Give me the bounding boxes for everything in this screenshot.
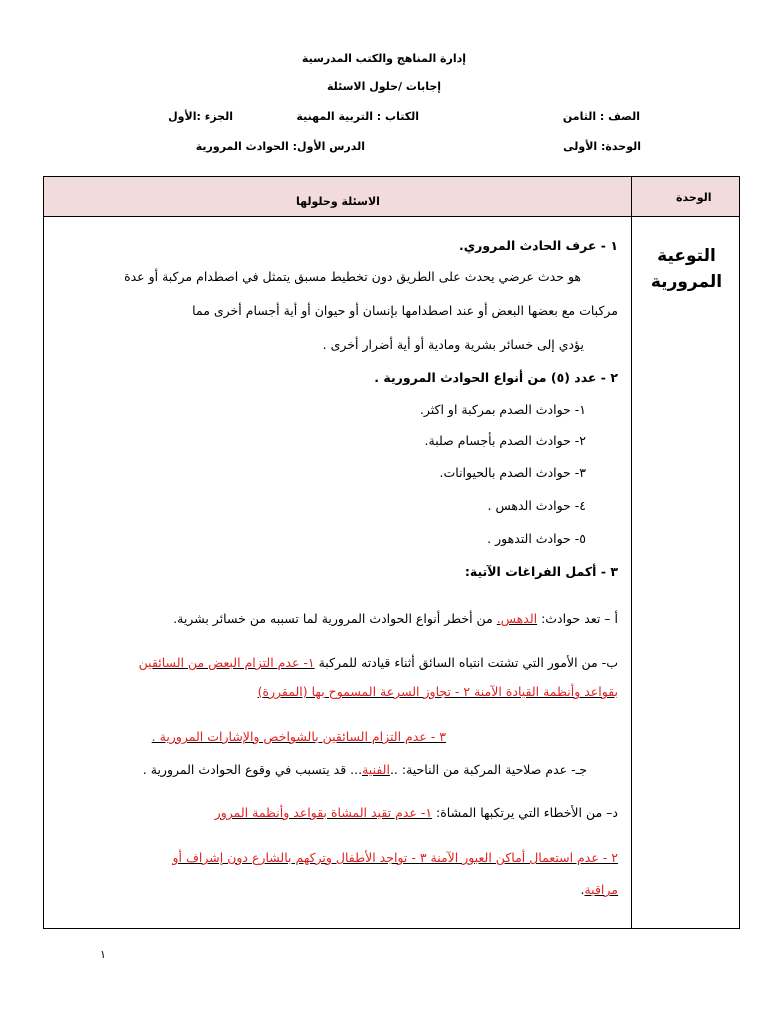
unit-name-line1: التوعية bbox=[657, 246, 716, 266]
q3-j-suffix: ... قد يتسبب في وقوع الحوادث المرورية . bbox=[142, 762, 363, 777]
questions-table bbox=[43, 176, 740, 929]
q1-answer-line2: مركبات مع بعضها البعض أو عند اصطدامها بإنسان أو حيوان أو أية أجسام أخرى مما bbox=[192, 303, 618, 318]
q3-a-answer: الدهس. bbox=[496, 611, 538, 626]
q3-j-line bbox=[143, 762, 587, 777]
question-3: ٣ - أكمل الفراغات الآتية: bbox=[464, 564, 618, 579]
q1-answer-line1: هو حدث عرضي يحدث على الطريق دون تخطيط مسبق يتمثل في اصطدام مركبة أو عدة bbox=[124, 269, 581, 284]
q2-item-3: ٣- حوادث الصدم بالحيوانات. bbox=[439, 465, 586, 480]
q3-b-line1 bbox=[139, 655, 618, 670]
book-label: الكتاب : التربية المهنية bbox=[296, 110, 419, 123]
q3-a-prefix: أ – تعد حوادث: bbox=[537, 611, 618, 626]
column-divider bbox=[631, 177, 632, 928]
q3-d-prefix: د– من الأخطاء التي يرتكبها المشاة: bbox=[432, 805, 618, 820]
q3-j-answer: الفنية bbox=[362, 762, 390, 777]
q3-d-answer-line3 bbox=[581, 882, 619, 897]
q3-d-answer-3-end: . bbox=[580, 882, 585, 897]
q2-item-4: ٤- حوادث الدهس . bbox=[487, 498, 586, 513]
unit-column-header: الوحدة bbox=[676, 191, 712, 204]
page-number: ١ bbox=[100, 948, 106, 961]
question-1: ١ - عرف الحادث المروري. bbox=[458, 238, 618, 253]
q3-b-answer-line2: بقواعد وأنظمة القيادة الآمنة ٢ - تجاوز السرعة المسموح بها (المقررة) bbox=[257, 684, 618, 699]
unit-label: الوحدة: الأولى bbox=[563, 140, 641, 153]
answers-subtitle: إجابات /حلول الاسئلة bbox=[326, 80, 442, 93]
questions-column-header: الاسئلة وحلولها bbox=[296, 195, 380, 208]
unit-name-line2: المرورية bbox=[650, 272, 723, 292]
q3-a-line bbox=[173, 611, 618, 626]
q3-j-prefix: جـ- عدم صلاحية المركبة من الناحية: .. bbox=[389, 762, 587, 777]
grade-label: الصف : الثامن bbox=[562, 110, 640, 123]
q3-b-prefix: ب- من الأمور التي تشتت انتباه السائق أثناء قيادته للمركبة bbox=[314, 655, 618, 670]
department-title: إدارة المناهج والكتب المدرسية bbox=[301, 52, 467, 65]
unit-name-cell bbox=[634, 243, 739, 295]
q2-item-5: ٥- حوادث التدهور . bbox=[487, 531, 586, 546]
q2-item-2: ٢- حوادث الصدم بأجسام صلبة. bbox=[424, 433, 586, 448]
q3-d-answer-line2: ٢ - عدم استعمال أماكن العبور الآمنة ٣ - تواجد الأطفال وتركهم بالشارع دون إشراف أو bbox=[172, 850, 618, 865]
q3-b-answer-1: ١- عدم التزام البعض من السائقين bbox=[138, 655, 315, 670]
q3-b-answer-line3: ٣ - عدم التزام السائقين بالشواخص والإشارات المرورية . bbox=[151, 729, 446, 744]
q3-a-suffix: من أخطر أنواع الحوادث المرورية لما تسببه من خسائر بشرية. bbox=[173, 611, 497, 626]
q3-d-answer-3: مراقبة bbox=[584, 882, 618, 897]
part-label: الجزء :الأول bbox=[168, 110, 233, 123]
question-2: ٢ - عدد (٥) من أنواع الحوادث المرورية . bbox=[374, 370, 618, 385]
answers-cell bbox=[44, 177, 631, 928]
q1-answer-line3: يؤدي إلى خسائر بشرية ومادية أو أية أضرار أخرى . bbox=[322, 337, 584, 352]
q2-item-1: ١- حوادث الصدم بمركبة او اكثر. bbox=[419, 402, 586, 417]
q3-d-line1 bbox=[215, 805, 618, 820]
q3-d-answer-1: ١- عدم تقيد المشاة بقواعد وأنظمة المرور bbox=[214, 805, 433, 820]
lesson-label: الدرس الأول: الحوادث المرورية bbox=[195, 140, 365, 153]
